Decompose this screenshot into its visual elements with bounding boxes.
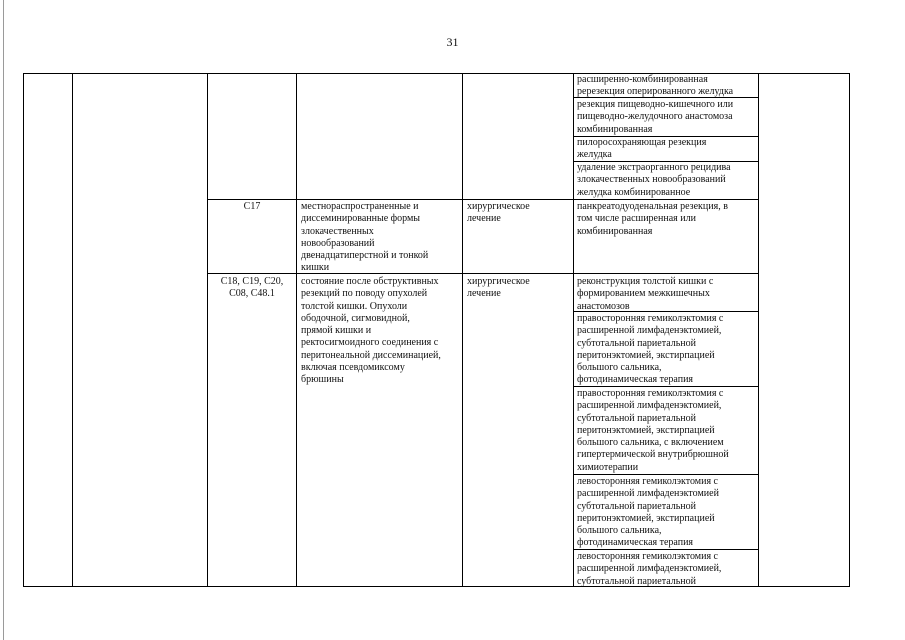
method-cell: правосторонняя гемиколэктомия с расширенной лимфаденэктомией, субтотальной париетальной перитонэктомией, экстирпацией большого сальника, с включением гипертермической внутрибрюшной химиотерапии: [577, 388, 729, 473]
column-divider: [296, 73, 297, 587]
column-divider: [573, 73, 574, 587]
method-cell: левосторонняя гемиколэктомия с расширенной лимфаденэктомией субтотальной париетальной перитонэктомией, экстирпацией большого сальника, фотодинамическая терапия: [577, 476, 719, 549]
column-divider: [72, 73, 73, 587]
treatment-cell: хирургическое лечение: [467, 201, 530, 225]
method-cell: расширенно-комбинированная ререзекция оперированного желудка: [577, 74, 734, 97]
diagnosis-cell: состояние после обструктивных резекций по поводу опухолей толстой кишки. Опухоли ободочной, сигмовидной, прямой кишки и ректосигмоидного соединения с перитонеальной диссеминацией, включая псевдомиксому брюшины: [301, 276, 441, 386]
column-divider: [758, 73, 759, 587]
treatment-cell: хирургическое лечение: [467, 276, 530, 300]
scan-edge-line: [3, 0, 4, 640]
method-cell: реконструкция толстой кишки с формированием межкишечных анастомозов: [577, 276, 714, 311]
column-divider: [462, 73, 463, 587]
column-divider: [207, 73, 208, 587]
code-cell: C17: [243, 201, 261, 212]
method-divider: [573, 311, 758, 312]
method-divider: [573, 97, 758, 98]
method-cell: левосторонняя гемиколэктомия с расширенной лимфаденэктомией, субтотальной париетальной: [577, 551, 722, 586]
method-cell: удаление экстраорганного рецидива злокачественных новообразований желудка комбинированное: [577, 162, 731, 198]
method-cell: пилоросохраняющая резекция желудка: [577, 137, 707, 161]
row-divider-c18: [207, 273, 758, 274]
table-right-border: [849, 73, 850, 587]
method-divider: [573, 474, 758, 475]
method-cell: правосторонняя гемиколэктомия с расширенной лимфаденэктомией, субтотальной париетальной перитонэктомией, экстирпацией большого сальника, фотодинамическая терапия: [577, 313, 724, 386]
table-left-border: [23, 73, 24, 587]
table-bottom-border: [23, 586, 850, 587]
method-cell: резекция пищеводно-кишечного или пищеводно-желудочного анастомоза комбинированная: [577, 99, 734, 135]
row-divider-c17: [207, 199, 758, 200]
method-cell: панкреатодуоденальная резекция, в том числе расширенная или комбинированная: [577, 201, 728, 237]
code-cell: C18, C19, C20, C08, C48.1: [220, 276, 284, 300]
diagnosis-cell: местнораспространенные и диссеминированные формы злокачественных новообразований двенадцатиперстной и тонкой кишки: [301, 201, 429, 273]
method-divider: [573, 386, 758, 387]
page-number: 31: [446, 35, 459, 49]
method-divider: [573, 549, 758, 550]
